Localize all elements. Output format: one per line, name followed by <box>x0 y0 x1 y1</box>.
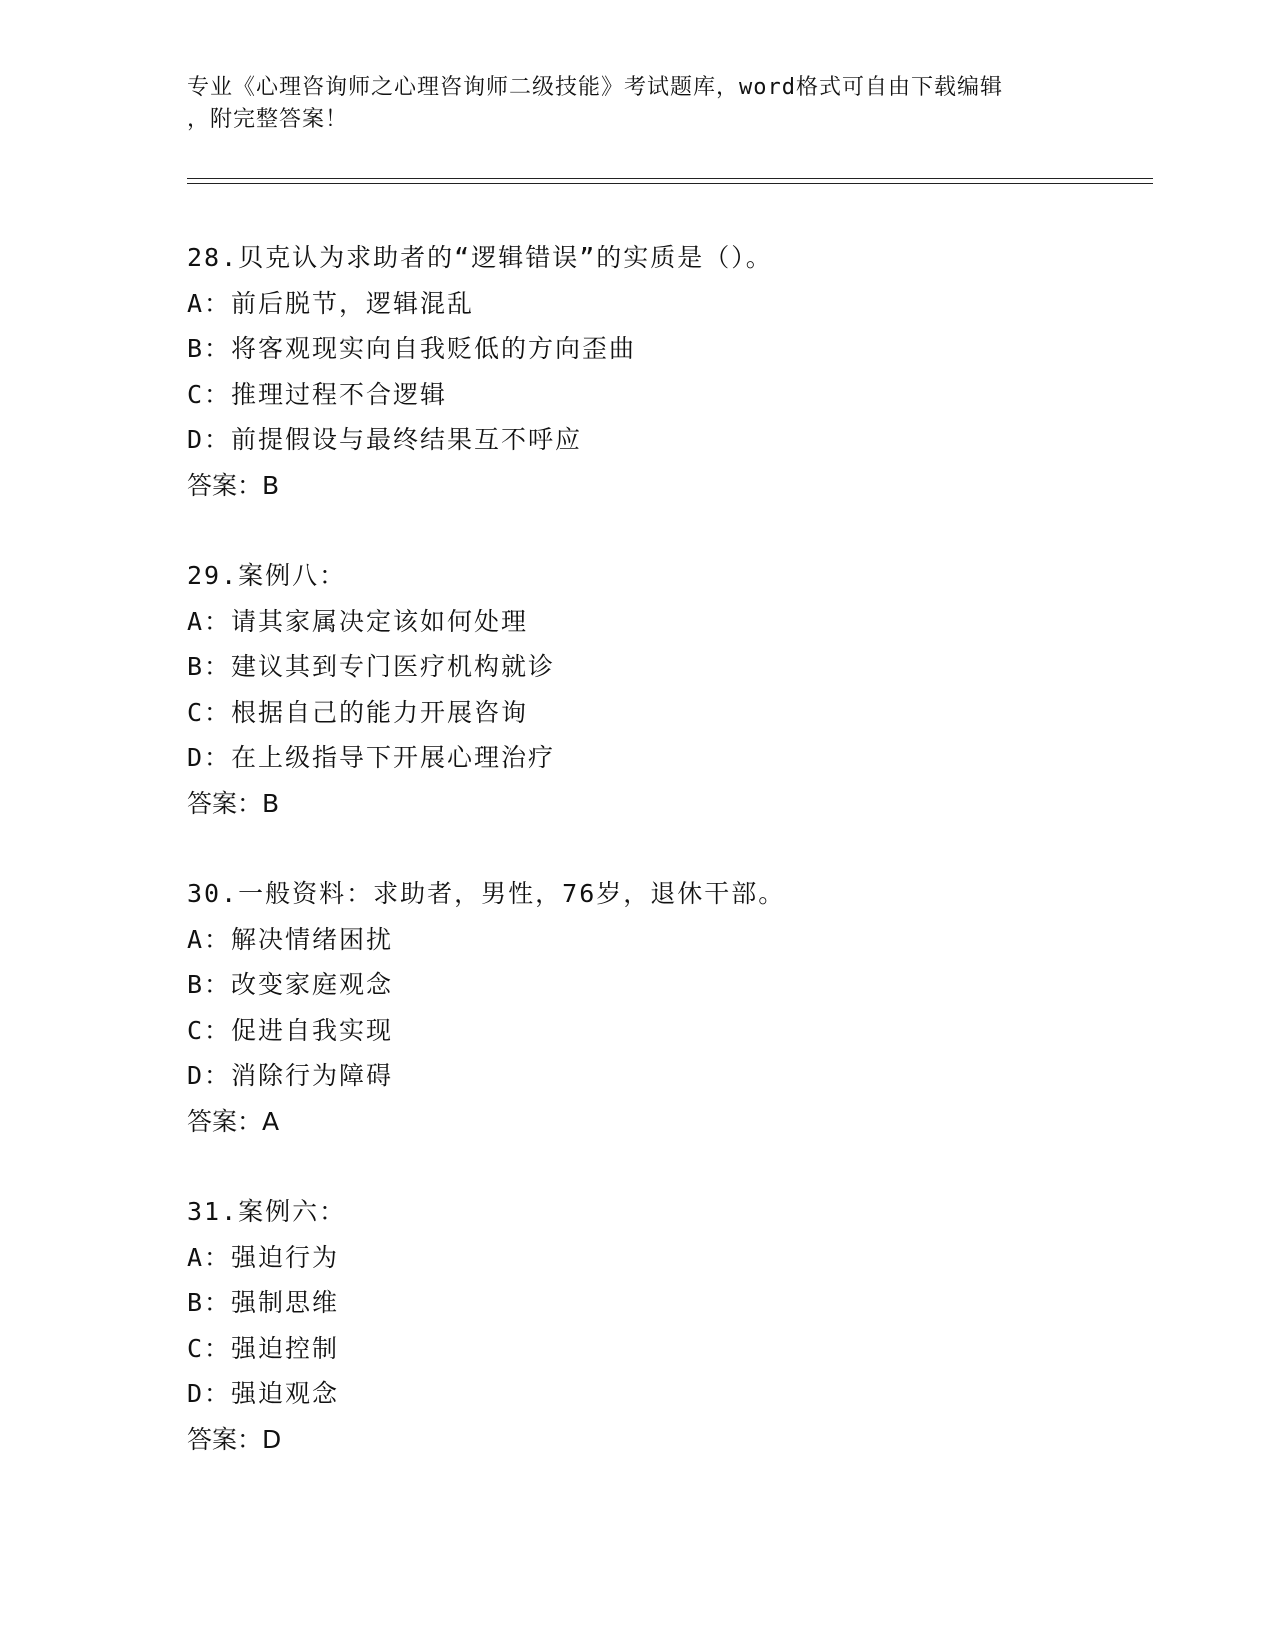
document-header <box>187 72 1067 136</box>
question-31 <box>187 1189 1147 1462</box>
header-divider-top <box>187 178 1153 179</box>
option-a: A：解决情绪困扰 <box>187 924 394 954</box>
option-d: D：在上级指导下开展心理治疗 <box>187 743 556 772</box>
option-c: C：推理过程不合逻辑 <box>187 379 448 409</box>
question-list <box>187 235 1147 1507</box>
question-30 <box>187 871 1147 1144</box>
answer: 答案：B <box>187 470 280 500</box>
answer: 答案：B <box>187 788 280 818</box>
option-a: A：前后脱节，逻辑混乱 <box>187 288 475 318</box>
question-stem: 29.案例八： <box>187 561 347 590</box>
question-stem: 30.一般资料：求助者，男性，76岁，退休干部。 <box>187 879 786 908</box>
option-b: B：建议其到专门医疗机构就诊 <box>187 652 556 681</box>
header-line-2: ，附完整答案！ <box>187 107 349 132</box>
question-29 <box>187 553 1147 826</box>
option-a: A：强迫行为 <box>187 1242 340 1272</box>
option-b: B：改变家庭观念 <box>187 970 394 999</box>
option-d: D：前提假设与最终结果互不呼应 <box>187 425 583 454</box>
option-d: D：消除行为障碍 <box>187 1061 394 1090</box>
question-stem: 28.贝克认为求助者的“逻辑错误”的实质是（）。 <box>187 243 773 272</box>
answer: 答案：A <box>187 1106 280 1136</box>
option-a: A：请其家属决定该如何处理 <box>187 606 529 636</box>
option-c: C：根据自己的能力开展咨询 <box>187 697 529 727</box>
header-divider-bottom <box>187 183 1153 184</box>
option-c: C：促进自我实现 <box>187 1015 394 1045</box>
option-c: C：强迫控制 <box>187 1333 340 1363</box>
answer: 答案：D <box>187 1424 282 1454</box>
header-line-1: 专业《心理咨询师之心理咨询师二级技能》考试题库，word格式可自由下载编辑 <box>187 75 1003 100</box>
question-28 <box>187 235 1147 508</box>
option-b: B：强制思维 <box>187 1288 340 1317</box>
option-b: B：将客观现实向自我贬低的方向歪曲 <box>187 334 637 363</box>
option-d: D：强迫观念 <box>187 1379 340 1408</box>
question-stem: 31.案例六： <box>187 1197 347 1226</box>
